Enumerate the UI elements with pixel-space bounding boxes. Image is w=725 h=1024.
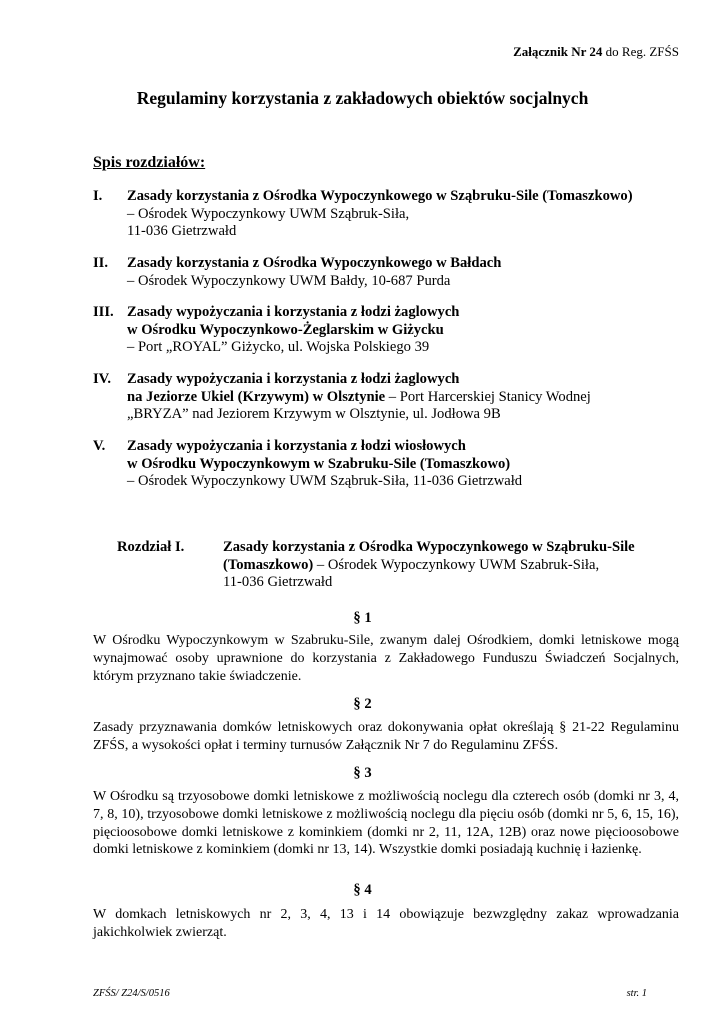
section-mark-3: § 3 — [353, 765, 372, 781]
section-text-2: Zasady przyznawania domków letniskowych oraz dokonywania opłat określają § 21-22 Regulaminu ZFŚS, a wysokości opłat i terminy turnusów Załącznik Nr 7 do Regulaminu ZFŚS. — [93, 720, 679, 753]
toc-item-title: Zasady korzystania z Ośrodka Wypoczynkowego w Bałdach — [127, 255, 502, 271]
toc-item-location: – Port „ROYAL” Giżycko, ul. Wojska Polskiego 39 — [127, 339, 430, 355]
document-title: Regulaminy korzystania z zakładowych obiektów socjalnych — [136, 88, 589, 108]
toc-item-number: II. — [93, 255, 109, 271]
section-mark-2: § 2 — [353, 696, 372, 712]
toc-heading: Spis rozdziałów: — [93, 154, 206, 171]
toc-item-title: Zasady korzystania z Ośrodka Wypoczynkowego w Sząbruku-Sile (Tomaszkowo) — [127, 188, 633, 204]
toc-item-number: III. — [93, 304, 114, 320]
section-text-1: W Ośrodku Wypoczynkowym w Szabruku-Sile, zwanym dalej Ośrodkiem, domki letniskowe mogą wynajmować osoby uprawnione do korzystania z Zakładowego Funduszu Świadczeń Socjalnych, którym przyznano takie świadczenie. — [93, 633, 679, 684]
toc-item-location: „BRYZA” nad Jeziorem Krzywym w Olsztynie, ul. Jodłowa 9B — [127, 406, 501, 422]
chapter-label: Rozdział I. — [117, 539, 185, 555]
toc-item-4 — [93, 371, 591, 424]
toc-item-title: na Jeziorze Ukiel (Krzywym) w Olsztynie — [127, 388, 386, 405]
toc-item-number: I. — [93, 188, 103, 204]
section-text-4: W domkach letniskowych nr 2, 3, 4, 13 i 14 obowiązuje bezwzględny zakaz wprowadzania jakichkolwiek zwierząt. — [93, 907, 679, 940]
page-number: str. 1 — [626, 988, 647, 999]
section-mark-4: § 4 — [353, 882, 372, 898]
toc-item-number: IV. — [93, 371, 111, 387]
chapter-location: – Ośrodek Wypoczynkowy UWM Szabruk-Siła, — [313, 556, 600, 573]
section-text-3: W Ośrodku są trzyosobowe domki letniskowe z możliwością noclegu dla czterech osób (domki nr 3, 4, 7, 8, 10), trzyosobowe domki letniskowe z możliwością noclegu dla pięciu osób (domki nr 5, 6, 15, 16), pięcioosobowe domki letniskowe z kominkiem (domki nr 2, 11, 12A, 12B) oraz nowe pięcioosobowe domki letniskowe z kominkiem (domki nr 13, 14). Wszystkie domki posiadają kuchnię i łazienkę. — [93, 789, 679, 858]
toc-item-title: Zasady wypożyczania i korzystania z łodzi wiosłowych — [127, 438, 466, 454]
chapter-address: 11-036 Gietrzwałd — [223, 574, 333, 590]
toc-item-title: w Ośrodku Wypoczynkowo-Żeglarskim w Giżycku — [127, 321, 444, 338]
toc-item-2 — [93, 255, 501, 290]
annex-label: Załącznik Nr 24 do Reg. ZFŚS — [513, 44, 679, 59]
toc-item-location: 11-036 Gietrzwałd — [127, 223, 237, 239]
toc-item-location: – Ośrodek Wypoczynkowy UWM Sząbruk-Siła, — [127, 205, 410, 222]
toc-item-5 — [93, 438, 522, 491]
toc-item-location: – Ośrodek Wypoczynkowy UWM Sząbruk-Siła, 11-036 Gietrzwałd — [127, 473, 523, 489]
toc-item-title: Zasady wypożyczania i korzystania z łodzi żaglowych — [127, 304, 460, 320]
toc-item-number: V. — [93, 438, 106, 454]
chapter-title-cont: (Tomaszkowo) — [223, 556, 314, 573]
toc-item-title: w Ośrodku Wypoczynkowym w Szabruku-Sile (Tomaszkowo) — [127, 455, 511, 472]
footer-code: ZFŚS/ Z24/S/0516 — [93, 988, 170, 999]
toc-item-location: – Port Harcerskiej Stanicy Wodnej — [385, 388, 591, 405]
toc-item-location: – Ośrodek Wypoczynkowy UWM Bałdy, 10-687 Purda — [127, 272, 451, 289]
toc-item-3 — [93, 304, 459, 357]
toc-item-1 — [93, 188, 633, 241]
chapter-title: Zasady korzystania z Ośrodka Wypoczynkowego w Sząbruku-Sile — [223, 539, 635, 555]
toc-item-title: Zasady wypożyczania i korzystania z łodzi żaglowych — [127, 371, 460, 387]
section-mark-1: § 1 — [353, 610, 372, 626]
